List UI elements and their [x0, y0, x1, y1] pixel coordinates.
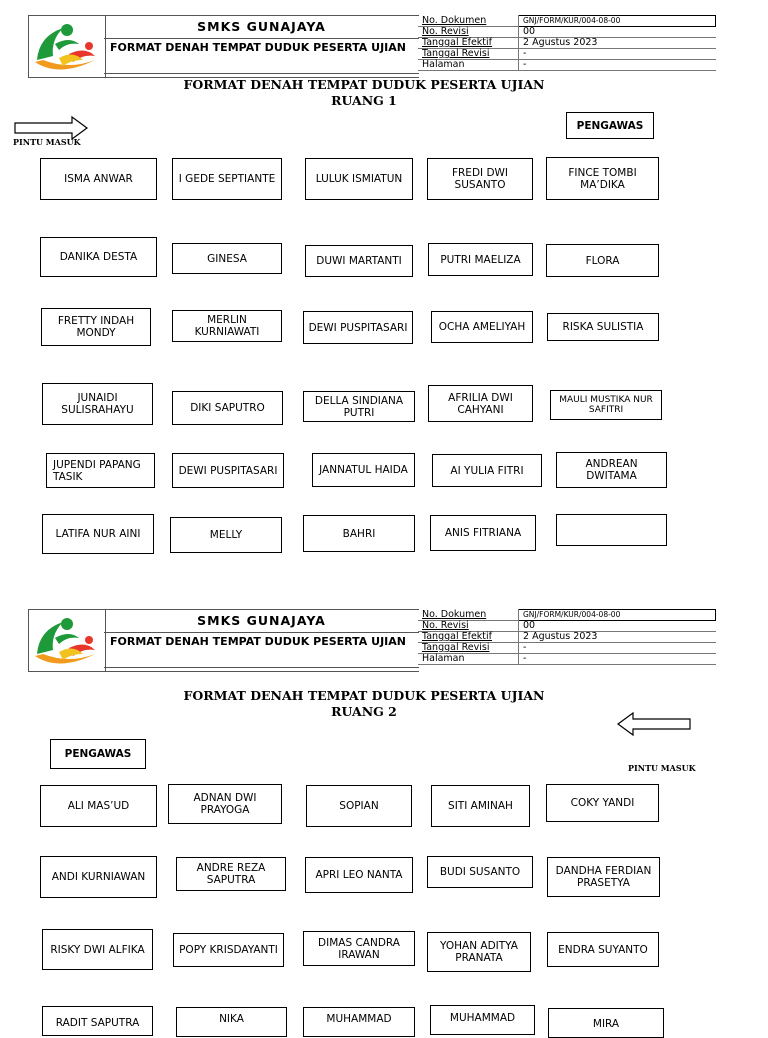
document-header — [28, 15, 688, 77]
meta-label: Halaman — [418, 60, 519, 71]
room1-seat: ANIS FITRIANA — [430, 515, 536, 551]
meta-label: Tanggal Revisi — [418, 643, 519, 654]
meta-label: Tanggal Revisi — [418, 49, 519, 60]
meta-label: No. Dokumen — [418, 16, 519, 27]
room1-seat: ANDREAN DWITAMA — [556, 452, 667, 488]
meta-value: 2 Agustus 2023 — [519, 632, 716, 643]
room2-seat: MUHAMMAD — [303, 1007, 415, 1037]
meta-value: 00 — [519, 621, 716, 632]
room1-seat: FINCE TOMBI MA’DIKA — [546, 157, 659, 200]
room2-seat: ENDRA SUYANTO — [547, 932, 659, 967]
school-logo-icon — [29, 16, 105, 77]
room2-seat: BUDI SUSANTO — [427, 856, 533, 888]
left-arrow-icon — [616, 712, 692, 736]
room2-seat: ADNAN DWI PRAYOGA — [168, 784, 282, 824]
meta-value: - — [519, 49, 716, 60]
room1-seat: GINESA — [172, 243, 282, 274]
room2-seat: YOHAN ADITYA PRANATA — [427, 932, 531, 972]
room1-seat: JUNAIDI SULISRAHAYU — [42, 383, 153, 425]
room1-seat: FLORA — [546, 244, 659, 277]
room1-seat: MELLY — [170, 517, 282, 553]
form-title: FORMAT DENAH TEMPAT DUDUK PESERTA UJIAN — [110, 635, 406, 648]
room2-seat: MUHAMMAD — [430, 1005, 535, 1035]
school-logo — [28, 15, 106, 78]
form-title: FORMAT DENAH TEMPAT DUDUK PESERTA UJIAN — [110, 41, 406, 54]
meta-label: No. Revisi — [418, 27, 519, 38]
room1-seat: FRETTY INDAH MONDY — [41, 308, 151, 346]
document-header — [28, 609, 688, 671]
meta-label: No. Revisi — [418, 621, 519, 632]
room1-title — [0, 77, 728, 109]
room1-title-text: FORMAT DENAH TEMPAT DUDUK PESERTA UJIAN — [183, 77, 545, 92]
room1-seat: DEWI PUSPITASARI — [172, 453, 284, 488]
room2-seat: ALI MAS’UD — [40, 785, 157, 827]
room2-seat: ANDRE REZA SAPUTRA — [176, 857, 286, 891]
document-meta-table — [418, 609, 716, 665]
meta-value: - — [519, 643, 716, 654]
room2-seat: NIKA — [176, 1007, 287, 1037]
room2-seat: POPY KRISDAYANTI — [173, 933, 284, 967]
room2-seat: DIMAS CANDRA IRAWAN — [303, 931, 415, 966]
meta-value: 2 Agustus 2023 — [519, 38, 716, 49]
room1-seat: BAHRI — [303, 515, 415, 552]
room1-seat: DANIKA DESTA — [40, 237, 157, 277]
meta-label: Tanggal Efektif — [418, 38, 519, 49]
room1-door-label: PINTU MASUK — [13, 137, 81, 147]
room1-seat: RISKA SULISTIA — [547, 313, 659, 341]
room1-seat: DEWI PUSPITASARI — [303, 311, 413, 344]
room1-seat: AFRILIA DWI CAHYANI — [428, 385, 533, 422]
room2-seat: RADIT SAPUTRA — [42, 1006, 153, 1036]
room2-door-label: PINTU MASUK — [628, 763, 696, 773]
room2-seat: APRI LEO NANTA — [305, 857, 413, 893]
room1-seat: DELLA SINDIANA PUTRI — [303, 391, 415, 422]
room1-seat: ISMA ANWAR — [40, 158, 157, 200]
room1-seat-empty — [556, 514, 667, 546]
meta-value: GNJ/FORM/KUR/004-08-00 — [519, 610, 716, 621]
meta-label: No. Dokumen — [418, 610, 519, 621]
meta-value: 00 — [519, 27, 716, 38]
room2-seat: SOPIAN — [306, 785, 412, 827]
room2-seat: COKY YANDI — [546, 784, 659, 822]
meta-value: - — [519, 60, 716, 71]
meta-label: Halaman — [418, 654, 519, 665]
room2-supervisor-desk: PENGAWAS — [50, 739, 146, 769]
room1-supervisor-desk: PENGAWAS — [566, 112, 654, 139]
school-logo — [28, 609, 106, 672]
room1-seat: DUWI MARTANTI — [305, 245, 413, 277]
meta-value: GNJ/FORM/KUR/004-08-00 — [519, 16, 716, 27]
room1-seat: DIKI SAPUTRO — [172, 391, 283, 425]
room2-title-text: FORMAT DENAH TEMPAT DUDUK PESERTA UJIAN — [183, 688, 545, 703]
room2-seat: MIRA — [548, 1008, 664, 1038]
room1-seat: OCHA AMELIYAH — [431, 311, 533, 343]
room1-seat: I GEDE SEPTIANTE — [172, 158, 282, 200]
room2-subtitle: RUANG 2 — [331, 704, 397, 719]
document-meta-table — [418, 15, 716, 71]
room1-seat: FREDI DWI SUSANTO — [427, 158, 533, 200]
school-name: SMKS GUNAJAYA — [197, 19, 326, 34]
room1-seat: LULUK ISMIATUN — [305, 158, 413, 200]
room2-seat: SITI AMINAH — [431, 785, 530, 827]
room1-seat: JANNATUL HAIDA — [312, 453, 415, 487]
room1-subtitle: RUANG 1 — [331, 93, 397, 108]
room1-seat: AI YULIA FITRI — [432, 454, 542, 487]
school-name: SMKS GUNAJAYA — [197, 613, 326, 628]
room1-seat: LATIFA NUR AINI — [42, 514, 154, 554]
meta-label: Tanggal Efektif — [418, 632, 519, 643]
room1-seat: MAULI MUSTIKA NUR SAFITRI — [550, 390, 662, 420]
meta-value: - — [519, 654, 716, 665]
room2-seat: RISKY DWI ALFIKA — [42, 929, 153, 970]
room1-seat: MERLIN KURNIAWATI — [172, 310, 282, 342]
room1-seat: PUTRI MAELIZA — [428, 243, 533, 276]
room1-seat: JUPENDI PAPANG TASIK — [46, 453, 155, 488]
room2-seat: ANDI KURNIAWAN — [40, 856, 157, 898]
school-logo-icon — [29, 610, 105, 671]
room2-seat: DANDHA FERDIAN PRASETYA — [547, 857, 660, 897]
